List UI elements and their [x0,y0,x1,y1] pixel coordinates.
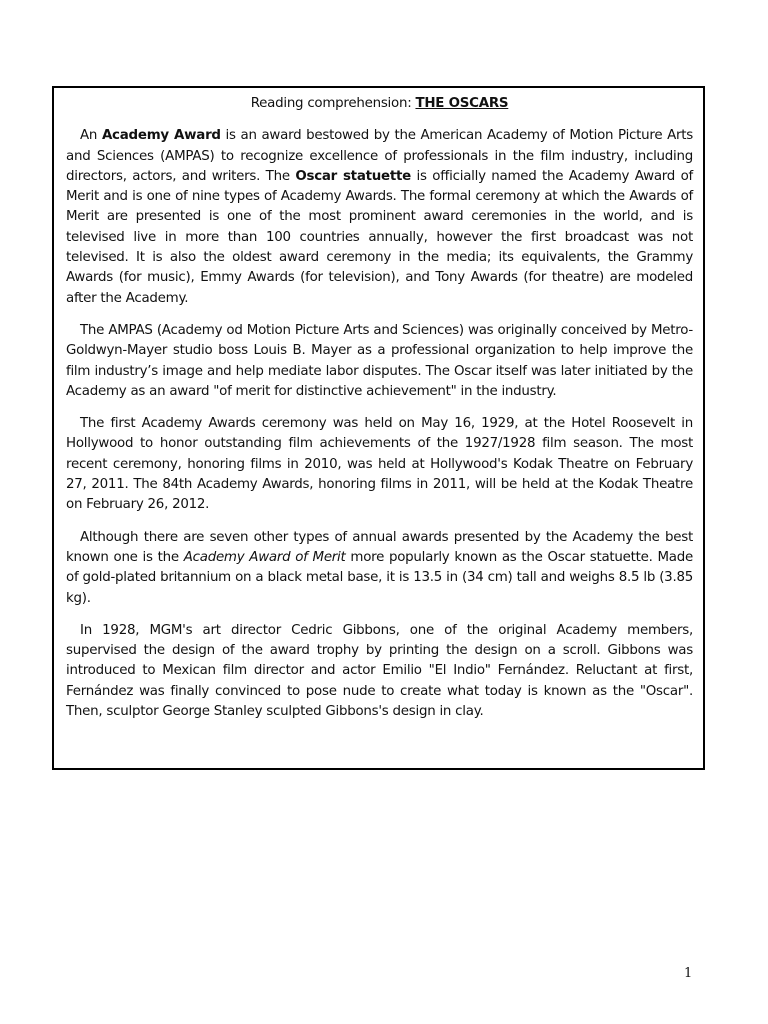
paragraph-1-text-b: is an award bestowed by the American Academy of Motion Picture Arts and Sciences (AMPAS) to recognize excellence of professionals in the film industry, including directors, actors, and writers. The [66,128,694,184]
academy-award-of-merit-term: Academy Award of Merit [183,549,346,565]
paragraph-1-text-a: An [80,128,102,144]
paragraph-4-text-a: Although there are seven other types of annual awards presented by the Academy the best known one is the [66,529,693,565]
paragraph-3: The first Academy Awards ceremony was held on May 16, 1929, at the Hotel Roosevelt in Hollywood to honor outstanding film achievements of the 1927/1928 film season. The most recent ceremony, honoring films in 2010, was held at Hollywood's Kodak Theatre on February 27, 2011. The 84th Academy Awards, honoring films in 2011, will be held at the Kodak Theatre on February 26, 2012. [66,416,693,513]
reading-box [52,86,705,770]
paragraph-4 [66,528,693,609]
oscar-statuette-term: Oscar statuette [295,168,412,184]
title-main: THE OSCARS [415,96,509,111]
paragraph-2: The AMPAS (Academy od Motion Picture Arts and Sciences) was originally conceived by Metro-Goldwyn-Mayer studio boss Louis B. Mayer as a professional organization to help improve the film industry’s image and help mediate labor disputes. The Oscar itself was later initiated by the Academy as an award "of merit for distinctive achievement" in the industry. [66,322,693,399]
academy-award-term: Academy Award [101,128,221,144]
paragraph-1-text-c: is officially named the Academy Award of Merit and is one of nine types of Academy Awards. The formal ceremony at which the Awards of Merit are presented is one of the most prominent award ceremonies in the world, and is televised live in more than 100 countries annually, however the first broadcast was not televised. It is also the oldest award ceremony in the media; its equivalents, the Grammy Awards (for music), Emmy Awards (for television), and Tony Awards (for theatre) are modeled after the Academy. [66,168,693,306]
document-title [66,94,693,114]
paragraph-5: In 1928, MGM's art director Cedric Gibbons, one of the original Academy members, supervised the design of the award trophy by printing the design on a scroll. Gibbons was introduced to Mexican film director and actor Emilio "El Indio" Fernández. Reluctant at first, Fernández was finally convinced to pose nude to create what today is known as the "Oscar". Then, sculptor George Stanley sculpted Gibbons's design in clay. [66,622,693,720]
paragraph-4-text-b: more popularly known as the Oscar statuette. Made of gold-plated britannium on a black metal base, it is 13.5 in (34 cm) tall and weighs 8.5 lb (3.85 kg). [66,549,693,606]
title-prefix: Reading comprehension: [250,96,416,111]
paragraph-1 [66,126,693,309]
page-number: 1 [684,966,693,981]
